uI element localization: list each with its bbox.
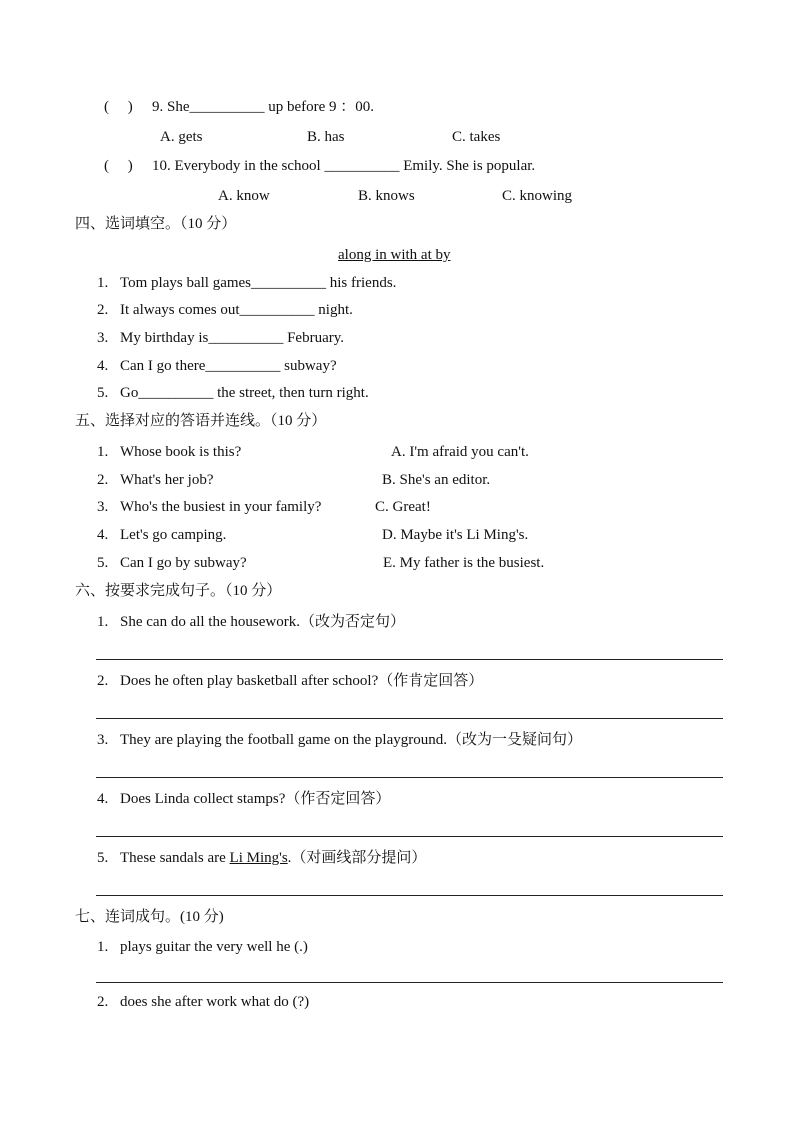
s5-answer-b: B. She's an editor. [382,472,491,488]
s5-answer-a: A. I'm afraid you can't. [391,444,529,460]
s5-question-3: Who's the busiest in your family? [120,499,322,515]
s6-item-1-answer-line[interactable] [96,659,723,660]
s6-item-5-underlined-phrase: Li Ming's [229,850,288,866]
s6-item-4-text: Does Linda collect stamps?（作否定回答） [120,791,391,807]
s5-answer-e: E. My father is the busiest. [383,555,545,571]
s4-item-4-num: 4. [97,358,109,374]
s5-question-1: Whose book is this? [120,444,242,460]
s5-question-2-num: 2. [97,472,109,488]
q9-option-a: A. gets [160,129,203,145]
q10-answer-paren: ( ) [104,158,133,174]
q9-option-c: C. takes [452,129,501,145]
s7-item-2-text: does she after work what do (?) [120,994,310,1010]
s4-item-1-num: 1. [97,275,109,291]
s6-item-3-text: They are playing the football game on the playground.（改为一殳疑问句） [120,732,582,748]
q9-option-b: B. has [307,129,345,145]
s7-item-1-text: plays guitar the very well he (.) [120,939,308,955]
section-4-heading: 四、选词填空。（10 分） [75,216,237,232]
s7-item-1-num: 1. [97,939,109,955]
s6-item-2-num: 2. [97,673,109,689]
s6-item-5-num: 5. [97,850,109,866]
s4-item-4-text: Can I go there__________ subway? [120,358,337,374]
s5-question-3-num: 3. [97,499,109,515]
s5-question-2: What's her job? [120,472,214,488]
s4-item-3-num: 3. [97,330,109,346]
s5-question-4-num: 4. [97,527,109,543]
section-7-heading: 七、连词成句。(10 分) [75,909,224,925]
s7-item-2-num: 2. [97,994,109,1010]
q10-option-b: B. knows [358,188,415,204]
section-6-heading: 六、按要求完成句子。（10 分） [75,583,282,599]
s5-question-5-num: 5. [97,555,109,571]
s4-item-2-num: 2. [97,302,109,318]
s5-question-4: Let's go camping. [120,527,227,543]
word-bank: along in with at by [338,247,451,263]
s6-item-2-text: Does he often play basketball after school?（作肯定回答） [120,673,484,689]
s5-question-5: Can I go by subway? [120,555,247,571]
s5-question-1-num: 1. [97,444,109,460]
s6-item-3-answer-line[interactable] [96,777,723,778]
s6-item-1-text: She can do all the housework.（改为否定句） [120,614,405,630]
s4-item-1-text: Tom plays ball games__________ his friends. [120,275,397,291]
q9-stem: 9. She__________ up before 9 ：00. [152,99,375,115]
s6-item-5-text [120,849,426,867]
s7-item-1-answer-line[interactable] [96,982,723,983]
q10-option-a: A. know [218,188,270,204]
s6-item-5-answer-line[interactable] [96,895,723,896]
s6-item-4-answer-line[interactable] [96,836,723,837]
s5-answer-d: D. Maybe it's Li Ming's. [382,527,529,543]
s5-answer-c: C. Great! [375,499,431,515]
s4-item-3-text: My birthday is__________ February. [120,330,345,346]
s4-item-2-text: It always comes out__________ night. [120,302,353,318]
q10-option-c: C. knowing [502,188,573,204]
q10-stem: 10. Everybody in the school __________ Emily. She is popular. [152,158,536,174]
s4-item-5-num: 5. [97,385,109,401]
q9-answer-paren: ( ) [104,99,133,115]
s6-item-5-text-after: .（对画线部分提问） [287,850,427,866]
s6-item-5-text-before: These sandals are [120,850,230,866]
s6-item-3-num: 3. [97,732,109,748]
s6-item-4-num: 4. [97,791,109,807]
s6-item-1-num: 1. [97,614,109,630]
section-5-heading: 五、选择对应的答语并连线。（10 分） [75,413,327,429]
s6-item-2-answer-line[interactable] [96,718,723,719]
s4-item-5-text: Go__________ the street, then turn right. [120,385,369,401]
